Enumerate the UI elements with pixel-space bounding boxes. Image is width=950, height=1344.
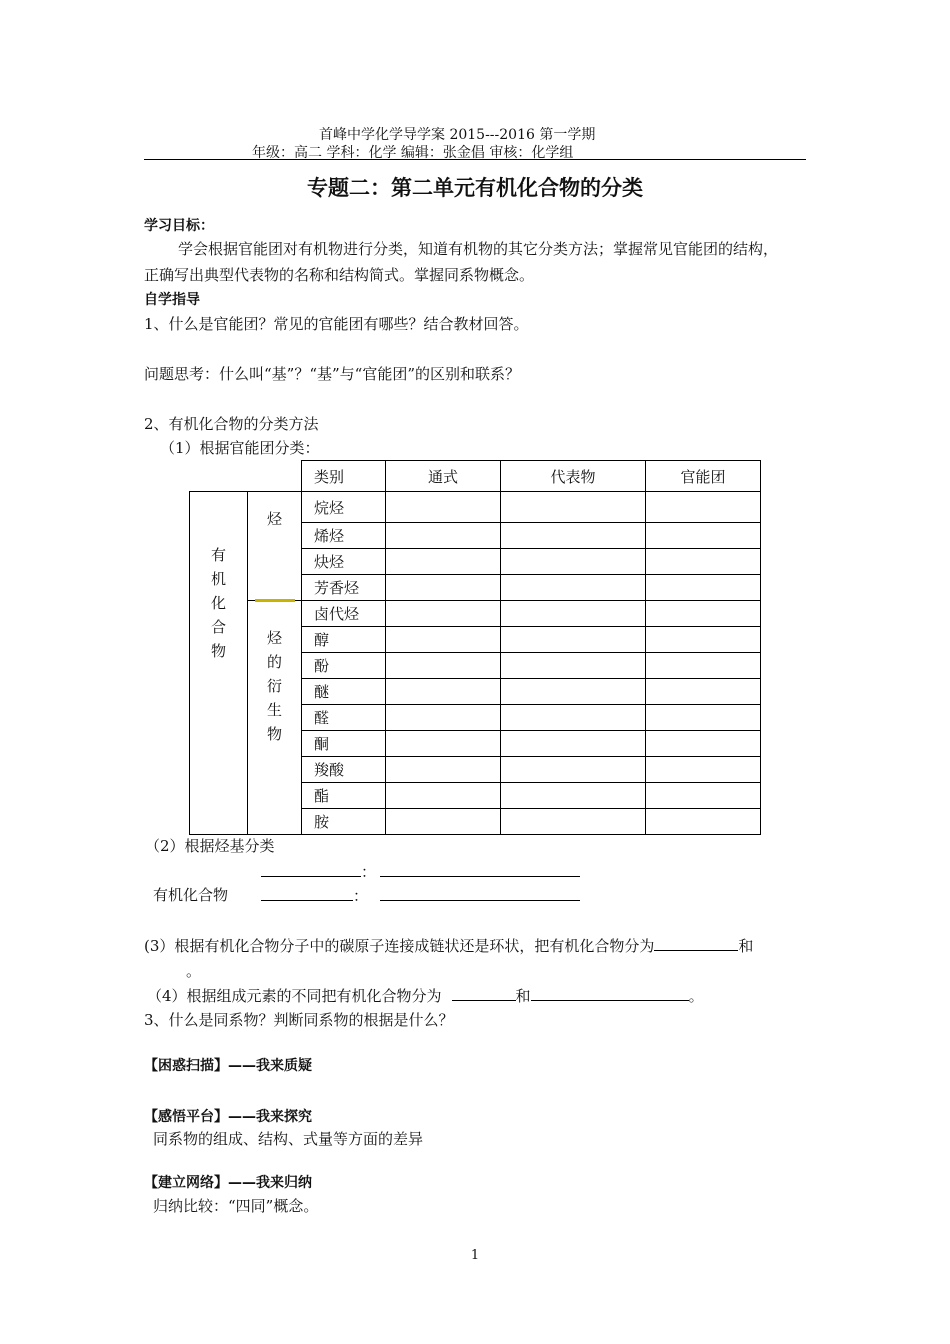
question-1: 1、什么是官能团？常见的官能团有哪些？结合教材回答。	[144, 315, 529, 333]
table-cell[interactable]	[386, 523, 501, 549]
header-example: 代表物	[501, 461, 646, 492]
question-2-1: （1）根据官能团分类：	[160, 439, 320, 457]
blank[interactable]	[452, 984, 516, 1001]
table-cell[interactable]	[386, 575, 501, 601]
table-cell[interactable]	[386, 492, 501, 523]
table-cell[interactable]	[646, 601, 761, 627]
blank[interactable]	[261, 860, 361, 877]
table-cell[interactable]	[501, 549, 646, 575]
question-2: 2、有机化合物的分类方法	[144, 415, 319, 433]
blank[interactable]	[380, 884, 580, 901]
table-cell[interactable]	[386, 653, 501, 679]
header-divider	[144, 159, 806, 160]
table-cell[interactable]	[501, 523, 646, 549]
table-cell[interactable]	[386, 679, 501, 705]
blank-row-2: ：	[261, 884, 580, 906]
blank-row-1: ：	[261, 860, 580, 882]
table-row: 醇	[190, 627, 761, 653]
table-row: 炔烃	[190, 549, 761, 575]
table-cell[interactable]	[501, 627, 646, 653]
blank[interactable]	[531, 984, 689, 1001]
table-row: 醛	[190, 705, 761, 731]
table-cell[interactable]	[646, 549, 761, 575]
table-row: 有 机 化 合 物 烃 烷烃	[190, 492, 761, 523]
table-cell[interactable]	[501, 731, 646, 757]
table-cell[interactable]	[501, 757, 646, 783]
header-category: 类别	[302, 461, 386, 492]
organic-compound-text: 有机化合物	[153, 886, 229, 904]
objectives-heading: 学习目标：	[144, 218, 214, 234]
confusion-heading: 【困惑扫描】——我来质疑	[144, 1058, 312, 1074]
table-cell[interactable]	[386, 627, 501, 653]
organic-compound-label: 有 机 化 合 物	[190, 492, 248, 835]
question-2-3-end: 。	[186, 962, 202, 980]
objectives-line-2: 正确写出典型代表物的名称和结构简式。掌握同系物概念。	[144, 266, 535, 284]
question-3: 3、什么是同系物？判断同系物的根据是什么？	[144, 1011, 454, 1029]
insight-heading: 【感悟平台】——我来探究	[144, 1109, 312, 1125]
insight-text: 同系物的组成、结构、式量等方面的差异	[153, 1130, 424, 1148]
table-cell[interactable]	[646, 783, 761, 809]
table-cell[interactable]	[386, 757, 501, 783]
page-title: 专题二：第二单元有机化合物的分类	[307, 176, 643, 200]
header-formula: 通式	[386, 461, 501, 492]
hydrocarbon-label: 烃	[248, 492, 302, 601]
table-cell[interactable]	[501, 492, 646, 523]
table-row: 酚	[190, 653, 761, 679]
objectives-line-1: 学会根据官能团对有机物进行分类，知道有机物的其它分类方法；掌握常见官能团的结构，	[178, 240, 779, 258]
table-cell[interactable]	[646, 809, 761, 835]
page-number: 1	[470, 1248, 480, 1263]
table-row: 胺	[190, 809, 761, 835]
table-header-row	[190, 461, 761, 492]
table-cell[interactable]	[386, 731, 501, 757]
self-study-heading: 自学指导	[144, 292, 200, 308]
table-cell[interactable]	[646, 679, 761, 705]
network-heading: 【建立网络】——我来归纳	[144, 1175, 312, 1191]
table-cell[interactable]	[501, 705, 646, 731]
table-cell[interactable]	[501, 679, 646, 705]
question-2-3: (3）根据有机化合物分子中的碳原子连接成链状还是环状，把有机化合物分为 和	[144, 934, 753, 956]
table-cell[interactable]	[386, 705, 501, 731]
table-cell[interactable]	[386, 549, 501, 575]
blank[interactable]	[261, 884, 353, 901]
table-row: 醚	[190, 679, 761, 705]
table-cell[interactable]	[386, 809, 501, 835]
table-cell[interactable]	[646, 627, 761, 653]
table-cell[interactable]	[386, 601, 501, 627]
table-row: 芳香烃	[190, 575, 761, 601]
blank[interactable]	[380, 860, 580, 877]
table-row: 烃 的 衍 生 物 卤代烃	[190, 601, 761, 627]
table-cell[interactable]	[501, 601, 646, 627]
table-row: 羧酸	[190, 757, 761, 783]
table-cell[interactable]	[646, 653, 761, 679]
table-cell[interactable]	[501, 809, 646, 835]
table-cell[interactable]	[501, 653, 646, 679]
table-cell[interactable]	[501, 575, 646, 601]
header-line-1: 首峰中学化学导学案 2015---2016 第一学期	[319, 127, 596, 143]
table-cell[interactable]	[386, 783, 501, 809]
table-cell[interactable]	[646, 523, 761, 549]
table-row: 烯烃	[190, 523, 761, 549]
table-cell[interactable]	[646, 757, 761, 783]
table-cell[interactable]	[501, 783, 646, 809]
question-2-4: （4）根据组成元素的不同把有机化合物分为 和 。	[147, 984, 704, 1006]
classification-table	[189, 460, 761, 835]
header-functional-group: 官能团	[646, 461, 761, 492]
header-line-2: 年级：高二 学科：化学 编辑：张金倡 审核：化学组	[252, 145, 574, 161]
table-row: 酯	[190, 783, 761, 809]
derivative-label: 烃 的 衍 生 物	[248, 601, 302, 835]
table-row: 酮	[190, 731, 761, 757]
think-question: 问题思考：什么叫“基”？“基”与“官能团”的区别和联系？	[144, 365, 521, 383]
table-cell[interactable]	[646, 731, 761, 757]
highlight-mark	[255, 599, 295, 602]
blank[interactable]	[654, 934, 738, 951]
network-text: 归纳比较：“四同”概念。	[153, 1197, 319, 1215]
table-cell[interactable]	[646, 575, 761, 601]
table-cell[interactable]	[646, 492, 761, 523]
table-cell[interactable]	[646, 705, 761, 731]
question-2-2: （2）根据烃基分类	[145, 837, 275, 855]
